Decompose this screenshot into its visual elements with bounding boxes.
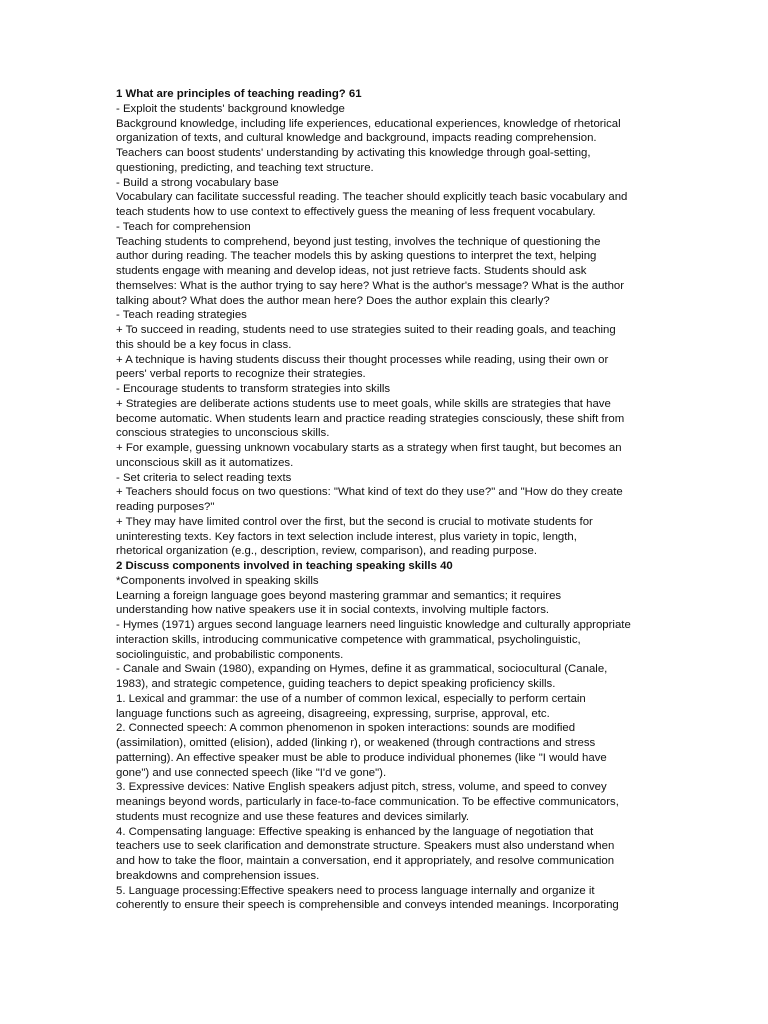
text-line: + Strategies are deliberate actions students use to meet goals, while skills are strategies that have — [116, 397, 611, 410]
text-line: Learning a foreign language goes beyond mastering grammar and semantics; it requires — [116, 589, 562, 602]
text-line: - Hymes (1971) argues second language learners need linguistic knowledge and culturally appropriate — [116, 619, 631, 631]
text-line: 4. Compensating language: Effective speaking is enhanced by the language of negotiation that — [116, 825, 594, 838]
text-line: questioning, predicting, and teaching text structure. — [116, 161, 374, 174]
text-line: coherently to ensure their speech is comprehensible and conveys intended meanings. Incorporating — [116, 899, 619, 912]
text-line: - Set criteria to select reading texts — [116, 471, 292, 484]
text-line: meanings beyond words, particularly in face-to-face communication. To be effective communicators, — [116, 796, 619, 808]
text-line: uninteresting texts. Key factors in text selection include interest, plus variety in topic, length, — [116, 530, 577, 543]
text-line: Background knowledge, including life experiences, educational experiences, knowledge of rhetorical — [116, 117, 621, 130]
text-line: organization of texts, and cultural knowledge and background, impacts reading comprehension. — [116, 132, 597, 145]
text-line: Teachers can boost students' understanding by activating this knowledge through goal-setting, — [116, 147, 591, 159]
text-line: 1983), and strategic competence, guiding teachers to depict speaking proficiency skills. — [116, 678, 556, 690]
text-line: 1. Lexical and grammar: the use of a number of common lexical, especially to perform certain — [116, 692, 586, 705]
text-line: - Canale and Swain (1980), expanding on Hymes, define it as grammatical, sociocultural (Canale, — [116, 663, 608, 676]
text-line: talking about? What does the author mean here? Does the author explain this clearly? — [116, 294, 550, 307]
text-line: 3. Expressive devices: Native English speakers adjust pitch, stress, volume, and speed to convey — [116, 781, 607, 794]
text-line: breakdowns and comprehension issues. — [116, 869, 320, 882]
section-heading: 1 What are principles of teaching reading? 61 — [116, 88, 362, 100]
text-line: students must recognize and use these features and devices similarly. — [116, 810, 470, 823]
text-line: (assimilation), omitted (elision), added (linking r), or weakened (through contractions and stress — [116, 737, 596, 749]
text-line: Teaching students to comprehend, beyond just testing, involves the technique of questioning the — [116, 235, 601, 248]
text-line: understanding how native speakers use it in social contexts, involving multiple factors. — [116, 604, 550, 617]
text-line: author during reading. The teacher models this by asking questions to interpret the text, helping — [116, 250, 597, 263]
text-line: 5. Language processing:Effective speakers need to process language internally and organize it — [116, 884, 595, 897]
text-line: - Teach for comprehension — [116, 220, 251, 233]
text-line: reading purposes?" — [116, 501, 215, 513]
document-page — [116, 87, 656, 913]
text-line: 2. Connected speech: A common phenomenon in spoken interactions: sounds are modified — [116, 722, 576, 735]
text-line: sociolinguistic, and probabilistic components. — [116, 648, 344, 661]
text-line: language functions such as agreeing, disagreeing, expressing, surprise, approval, etc. — [116, 707, 550, 720]
text-line: *Components involved in speaking skills — [116, 574, 319, 587]
text-line: - Teach reading strategies — [116, 309, 247, 322]
text-line: unconscious skill as it automatizes. — [116, 456, 294, 469]
text-line: students engage with meaning and develop ideas, not just retrieve facts. Students should ask — [116, 265, 587, 277]
text-line: peers' verbal reports to recognize their strategies. — [116, 368, 366, 381]
text-line: this should be a key focus in class. — [116, 338, 292, 351]
text-line: become automatic. When students learn and practice reading strategies consciously, these shift from — [116, 412, 625, 425]
section-heading: 2 Discuss components involved in teaching speaking skills 40 — [116, 560, 453, 572]
text-line: Vocabulary can facilitate successful reading. The teacher should explicitly teach basic vocabulary and — [116, 191, 628, 204]
text-line: teach students how to use context to effectively guess the meaning of less frequent vocabulary. — [116, 206, 596, 218]
text-line: + A technique is having students discuss their thought processes while reading, using their own or — [116, 353, 609, 366]
text-line: interaction skills, introducing communicative competence with grammatical, psycholinguistic, — [116, 633, 581, 646]
text-line: themselves: What is the author trying to say here? What is the author's message? What is the author — [116, 279, 625, 292]
text-line: teachers use to seek clarification and demonstrate structure. Speakers must also understand when — [116, 840, 615, 853]
text-line: gone") and use connected speech (like "I'd ve gone"). — [116, 766, 387, 779]
text-line: - Build a strong vocabulary base — [116, 176, 279, 189]
text-line: - Encourage students to transform strategies into skills — [116, 383, 391, 395]
text-line: and how to take the floor, maintain a conversation, end it appropriately, and resolve communication — [116, 855, 615, 867]
text-line: rhetorical organization (e.g., description, review, comparison), and reading purpose. — [116, 545, 538, 558]
text-line: conscious strategies to unconscious skills. — [116, 427, 330, 440]
text-line: - Exploit the students' background knowledge — [116, 102, 345, 115]
text-line: + To succeed in reading, students need to use strategies suited to their reading goals, and teaching — [116, 324, 616, 336]
text-line: + For example, guessing unknown vocabulary starts as a strategy when first taught, but becomes an — [116, 442, 622, 454]
text-line: + Teachers should focus on two questions: "What kind of text do they use?" and "How do they create — [116, 486, 623, 499]
text-line: patterning). An effective speaker must be able to produce individual phonemes (like "I would have — [116, 751, 607, 764]
text-line: + They may have limited control over the first, but the second is crucial to motivate students for — [116, 515, 593, 528]
